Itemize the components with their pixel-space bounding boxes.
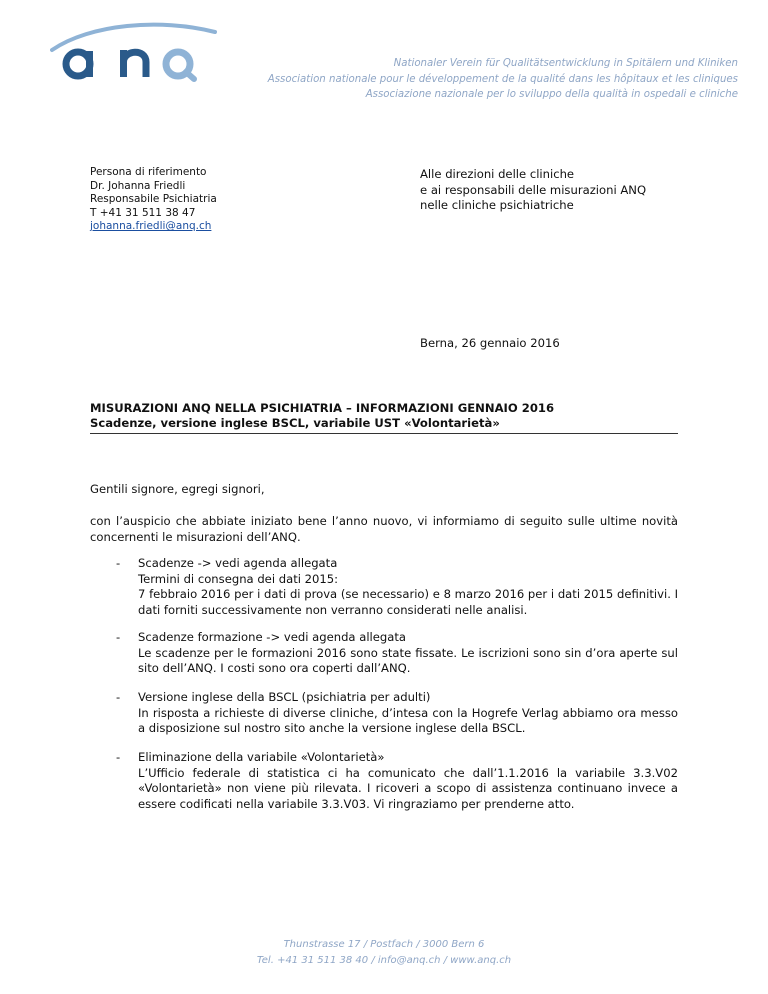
contact-label: Persona di riferimento (90, 166, 207, 178)
list-dash: - (116, 750, 121, 764)
logo-letter-a (66, 51, 93, 77)
list-item (90, 690, 678, 737)
greeting: Gentili signore, egregi signori, (90, 482, 265, 496)
item-heading: Scadenze formazione -> vedi agenda allegata (138, 630, 407, 644)
item-line: Termini di consegna dei dati 2015: (138, 571, 339, 586)
anq-logo (50, 16, 220, 86)
letter-date: Berna, 26 gennaio 2016 (420, 336, 560, 350)
recipient-line: Alle direzioni delle cliniche (420, 167, 575, 181)
item-heading: Versione inglese della BSCL (psichiatria per adulti) (138, 690, 431, 704)
organisation-names (268, 56, 738, 103)
item-line: Le scadenze per le formazioni 2016 sono state fissate. Le iscrizioni sono sin d’ora aperte sul sito dell’ANQ. I costi sono ora coperti dall’ANQ. (138, 645, 678, 675)
logo-wordmark: anq (50, 16, 52, 17)
item-heading: Eliminazione della variabile «Volontarietà» (138, 750, 385, 764)
subject-subtitle: Scadenze, versione inglese BSCL, variabile UST «Volontarietà» (90, 416, 500, 430)
item-line: 7 febbraio 2016 per i dati di prova (se necessario) e 8 marzo 2016 per i dati 2015 definitivi. I dati forniti successivamente non verranno considerati nelle analisi. (138, 587, 678, 617)
logo-letter-q (166, 52, 194, 79)
contact-block (90, 166, 217, 234)
item-line: In risposta a richieste di diverse cliniche, d’intesa con la Hogrefe Verlag abbiamo ora messo a disposizione sul nostro sito anche la versione inglese della BSCL. (138, 705, 678, 735)
list-item (90, 750, 678, 812)
list-dash: - (116, 630, 121, 644)
org-name-de: Nationaler Verein für Qualitätsentwicklung in Spitälern und Kliniken (393, 58, 738, 69)
contact-phone: T +41 31 511 38 47 (90, 206, 196, 219)
logo-letter-n (120, 50, 146, 77)
recipient-line: nelle cliniche psichiatriche (420, 198, 574, 212)
list-dash: - (116, 556, 121, 570)
item-line: L’Ufficio federale di statistica ci ha comunicato che dall’1.1.2016 la variabile 3.3.V02 «Volontarietà» non viene più rilevata. I ricoveri a scopo di assistenza continuano invece a essere codificati nella variabile 3.3.V03. Vi ringraziamo per prenderne atto. (138, 765, 678, 811)
logo-swoosh (52, 25, 215, 50)
contact-email-link[interactable]: johanna.friedli@anq.ch (90, 220, 212, 233)
recipient-line: e ai responsabili delle misurazioni ANQ (420, 182, 647, 197)
list-item (90, 630, 678, 677)
list-dash: - (116, 690, 121, 704)
org-name-fr: Association nationale pour le développement de la qualité dans les hôpitaux et les cliniques (267, 73, 738, 85)
contact-name: Dr. Johanna Friedli (90, 179, 186, 192)
footer-contact: Tel. +41 31 511 38 40 / info@anq.ch / www.anq.ch (256, 955, 512, 966)
recipient-block (420, 167, 646, 214)
list-item (90, 556, 678, 618)
footer (0, 937, 768, 969)
contact-role: Responsabile Psichiatria (90, 193, 217, 206)
subject-block (90, 401, 678, 434)
org-name-it: Associazione nazionale per lo sviluppo della qualità in ospedali e cliniche (365, 89, 738, 100)
subject-title: MISURAZIONI ANQ NELLA PSICHIATRIA – INFORMAZIONI GENNAIO 2016 (90, 401, 555, 415)
item-heading: Scadenze -> vedi agenda allegata (138, 556, 338, 570)
footer-address: Thunstrasse 17 / Postfach / 3000 Bern 6 (283, 939, 485, 950)
intro-paragraph: con l’auspicio che abbiate iniziato bene l’anno nuovo, vi informiamo di seguito sulle ultime novità concernenti le misurazioni dell’ANQ. (90, 514, 678, 544)
